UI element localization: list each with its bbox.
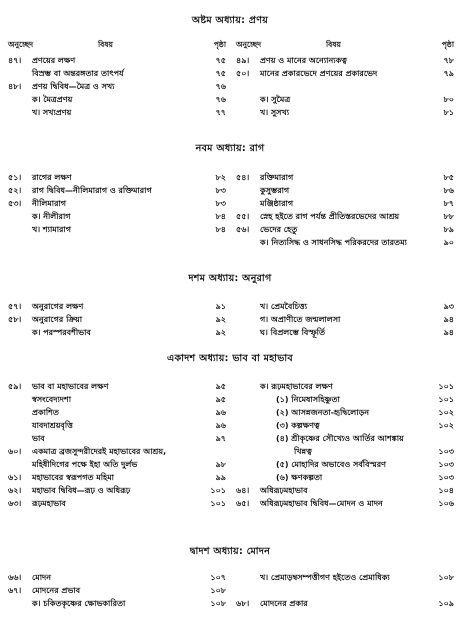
header-topic-label: বিষয় (326, 40, 341, 49)
toc-entry[interactable]: ক। রূঢ়মহাভাবের লক্ষণ ১০১ (260, 382, 454, 391)
toc-entry[interactable]: (১) নিমেষাসহিষ্ণুতা ১০১ (276, 395, 454, 404)
toc-entry[interactable]: ৬৬। মোদন ১০৭ (8, 573, 226, 582)
toc-entry[interactable]: ক। পরস্পরবশীভাব ৯২ (32, 328, 226, 337)
toc-right-column (236, 301, 454, 340)
toc-entry[interactable]: গ। অপ্রাণীতে জন্মলালসা ৯৪ (260, 315, 454, 324)
toc-entry[interactable]: ৪৮। প্রণয় দ্বিবিধ—মৈত্র ও সখ্য ৭৬ (8, 82, 226, 91)
toc-entry (236, 585, 454, 598)
toc-right-column (236, 572, 454, 611)
toc-entry[interactable]: (৪) শ্রীকৃষ্ণের সৌখ্যেও আর্তির আশঙ্কায় (276, 434, 404, 443)
toc-entry[interactable]: ক। সুমৈত্র ৮০ (260, 95, 454, 104)
toc-entry[interactable]: ৪৯। প্রণয় ও মানের অন্যোন্যকত্ব ৭৮ (236, 56, 454, 65)
toc-entry[interactable]: মহিষীদিগের পক্ষে ইহা অতি দুর্লভ ৯৮ (32, 460, 226, 469)
toc-entry[interactable]: ৫৭। অনুরাগের লক্ষণ ৯১ (8, 302, 226, 311)
toc-entry[interactable]: ৫৩। নীলিমারাগ ৮৩ (8, 199, 226, 208)
toc-entry[interactable]: ৬৮। মোদনের প্রকার ১০৯ (236, 599, 454, 608)
toc-entry[interactable]: ৫৮। অনুরাগের ক্রিয়া ৯২ (8, 315, 226, 324)
toc-entry[interactable]: খ। সুসখ্য ৮১ (260, 108, 454, 117)
toc-entry[interactable]: বিস্রম্ভ বা অন্তরঙ্গতার তাৎপর্য ৭৫ (32, 69, 226, 78)
toc-entry[interactable]: প্রকাশিত ৯৬ (32, 408, 226, 417)
toc-entry[interactable]: ক। মৈত্রপ্রণয় ৭৬ (32, 95, 226, 104)
toc-entry[interactable]: ৫৫। স্নেহ হইতে রাগ পর্যন্ত প্রীতিস্তরভেদের আশ্রয় ৮৮ (236, 212, 454, 221)
chapter-heading: অষ্টম অধ্যায়: প্রণয় (191, 15, 269, 26)
toc-right-column (236, 381, 454, 511)
header-num-label: অনুচ্ছেদ (236, 40, 262, 49)
toc-entry[interactable]: ভাব ৯৭ (32, 434, 226, 443)
chapter-heading: নবম অধ্যায়: রাগ (195, 143, 265, 154)
toc-left-column (8, 172, 226, 237)
header-page-label: পৃষ্ঠা (441, 40, 454, 49)
toc-right-column (236, 55, 454, 120)
toc-entry[interactable]: (৩) কল্পক্ষণত্ব ১০২ (276, 421, 454, 430)
toc-entry[interactable]: ঘ। বিপ্রলম্ভে বিস্ফূর্তি ৯৪ (260, 328, 454, 337)
toc-left-column (8, 572, 226, 611)
toc-entry[interactable]: ৬০। একমাত্র ব্রজসুন্দরীদেরই মহাভাবের আশ্রয়, (8, 447, 167, 456)
chapter-heading: দ্বাদশ অধ্যায়: মোদন (189, 546, 271, 557)
toc-entry[interactable]: ৫১। রাগের লক্ষণ ৮২ (8, 173, 226, 182)
toc-left-column (8, 55, 226, 120)
toc-entry[interactable]: স্বসংবেদ্যদশা ৯৫ (32, 395, 226, 404)
header-topic-label: বিষয় (98, 40, 113, 49)
toc-entry[interactable]: ক। নীলীরাগ ৮৪ (32, 212, 226, 221)
toc-entry (236, 81, 454, 94)
toc-entry[interactable]: ৫২। রাগ দ্বিবিধ—নীলিমারাগ ও রক্তিমারাগ ৮৩ (8, 186, 226, 195)
toc-entry[interactable]: মঞ্জিষ্ঠারাগ ৮৭ (260, 199, 454, 208)
toc-entry[interactable]: ৫৯। ভাব বা মহাভাবের লক্ষণ ৯৫ (8, 382, 226, 391)
toc-entry[interactable]: ৬২। মহাভাব দ্বিবিধ—রূঢ় ও অধিরূঢ় ১০১ (8, 486, 226, 495)
toc-entry[interactable]: ৫৬। ভেদের হেতু ৮৯ (236, 225, 454, 234)
toc-entry[interactable]: ৬৭। মোদনের প্রভাব ১০৮ (8, 586, 226, 595)
toc-entry[interactable]: ৬৪। অধিরূঢ়মহাভাব ১০৪ (236, 486, 454, 495)
header-page-label: পৃষ্ঠা (213, 40, 226, 49)
toc-entry[interactable]: (২) আসন্নজনতা-হৃদ্বিলোড়ন ১০২ (276, 408, 454, 417)
chapter-heading: দশম অধ্যায়: অনুরাগ (188, 273, 272, 284)
toc-entry[interactable]: ক। নিত্যসিদ্ধ ও সাধনসিদ্ধ পরিকরদের তারতম্য ৯০ (260, 238, 454, 247)
toc-entry[interactable]: কুসুম্ভরাগ ৮৬ (260, 186, 454, 195)
toc-entry[interactable]: ক। চকিতকৃষ্ণের ক্ষোভকারিতা ১০৮ (32, 599, 226, 608)
toc-entry[interactable]: ৫৪। রক্তিমারাগ ৮৫ (236, 173, 454, 182)
toc-left-column (8, 301, 226, 340)
toc-entry[interactable]: ৪৭। প্রণয়ের লক্ষণ ৭৫ (8, 56, 226, 65)
toc-entry[interactable]: যাবদাশ্রয়বৃত্তি ৯৬ (32, 421, 226, 430)
toc-entry[interactable]: (৬) ক্ষণকল্পতা ১০৩ (276, 473, 454, 482)
toc-entry[interactable]: খ। শ্যামারাগ ৮৪ (32, 225, 226, 234)
toc-entry[interactable]: খ। সখ্যপ্রণয় ৭৭ (32, 108, 226, 117)
header-num-label: অনুচ্ছেদ (8, 40, 34, 49)
toc-entry[interactable]: ৫০। মানের প্রকারভেদে প্রণয়ের প্রকারভেদ ৭৯ (236, 69, 454, 78)
toc-entry[interactable]: খিন্নত্ব ১০৩ (294, 447, 454, 456)
toc-entry[interactable]: ৬৫। অধিরূঢ়মহাভাব দ্বিবিধ—মোদন ও মাদন ১০৬ (236, 499, 454, 508)
toc-right-column (236, 172, 454, 250)
toc-left-column (8, 381, 226, 511)
toc-entry[interactable]: ৬১। মহাভাবের স্বরূপগত মহিমা ৯৯ (8, 473, 226, 482)
toc-entry[interactable]: ৬৩। রূঢ়মহাভাব ১০১ (8, 499, 226, 508)
toc-entry[interactable]: (৫) মোহাদির অভাবেও সর্ববিস্মরণ ১০৩ (276, 460, 454, 469)
toc-entry[interactable]: খ। প্রেমাড়ম্বসম্পত্তীগণ হইতেও প্রেমাধিক্য ১০৮ (260, 573, 454, 582)
toc-entry[interactable]: খ। প্রেমবৈচিত্ত্য ৯৩ (260, 302, 454, 311)
chapter-heading: একাদশ অধ্যায়: ভাব বা মহাভাব (167, 353, 293, 364)
